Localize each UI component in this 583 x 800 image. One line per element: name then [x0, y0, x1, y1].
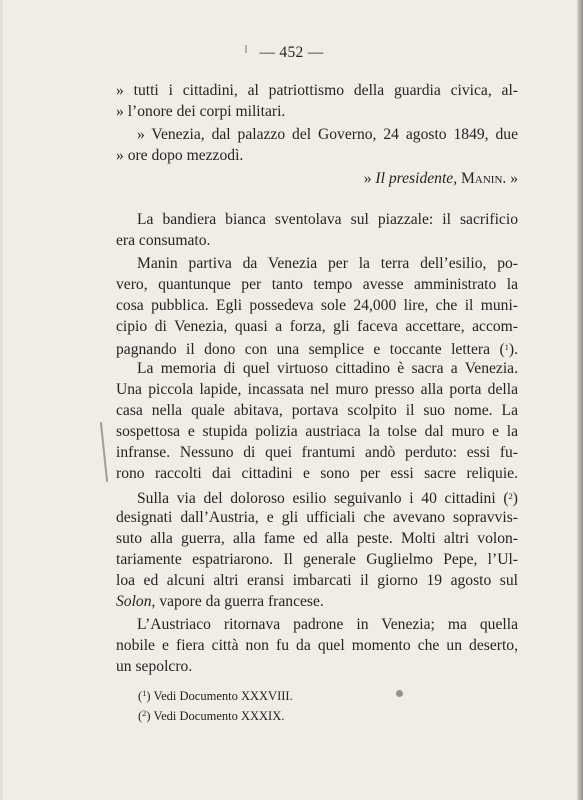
paragraph-line: La memoria di quel virtuoso cittadino è sacra a Venezia.: [137, 360, 518, 377]
paragraph-line: vero, quantunque per tanto tempo avesse amministrato la: [116, 276, 518, 293]
ship-name: Solon: [116, 593, 152, 610]
paragraph-line: sospettosa e stupida polizia austriaca la tolse dal muro e la: [116, 423, 518, 440]
paragraph-line: designati dall’Austria, e gli ufficiali che avevano sopravvis-: [116, 509, 518, 526]
paragraph-line: cipio di Venezia, quasi a forza, gli faceva accettare, accom-: [116, 318, 518, 335]
paragraph-text: , vapore da guerra francese.: [151, 593, 324, 610]
signature-open: »: [363, 170, 376, 187]
paragraph-text: pagnando il dono con una semplice e toccante lettera (: [116, 341, 505, 358]
page-left-edge: [0, 0, 3, 800]
paragraph-line: loa ed alcuni altri eransi imbarcati il giorno 19 agosto sul: [116, 572, 518, 589]
paragraph-line: nobile e fiera città non fu da quel momento che un deserto,: [116, 637, 518, 654]
footnote-text: Vedi Documento XXXVIII.: [150, 689, 293, 703]
paragraph-line: tariamente espatriarono. Il generale Guglielmo Pepe, l’Ul-: [116, 551, 518, 568]
paragraph-line: Una piccola lapide, incassata nel muro presso alla porta della: [116, 381, 518, 398]
footnote-ref: 2: [508, 491, 513, 501]
paragraph-line: L’Austriaco ritornava padrone in Venezia; ma quella: [137, 616, 518, 633]
paragraph-text: Sulla via del doloroso esilio seguivanlo i 40 cittadini (: [137, 490, 509, 507]
paragraph-line: suto alla guerra, alla fame ed alla peste. Molti altri volon-: [116, 530, 518, 547]
margin-pencil-mark: [100, 422, 108, 482]
signature-name: Manin.: [461, 170, 507, 187]
footnote-number: 1: [142, 688, 147, 698]
footnote-number: 2: [142, 708, 147, 718]
paragraph-line: Manin partiva da Venezia per la terra dell’esilio, po-: [137, 255, 518, 272]
proclamation-date-line: » ore dopo mezzodì.: [116, 147, 244, 164]
footnote-text: Vedi Documento XXXIX.: [150, 709, 285, 723]
paragraph-text: ).: [508, 341, 518, 358]
paragraph-line: rono raccolti dai cittadini e sono per essi sacre reliquie.: [116, 465, 518, 482]
paragraph-line: cosa pubblica. Egli possedeva sole 24,000 lire, che il muni-: [116, 297, 518, 314]
paragraph-line: casa nella quale abitava, portava scolpito il suo nome. La: [116, 402, 518, 419]
footnote: ($^2$) Vedi Documento XXXIX.: [138, 708, 285, 723]
paragraph-line: un sepolcro.: [116, 658, 193, 675]
ink-blot: [396, 690, 403, 697]
paragraph-line: era consumato.: [116, 232, 211, 249]
proclamation-date-line: » Venezia, dal palazzo del Governo, 24 agosto 1849, due: [137, 126, 518, 143]
footnote-ref: 1: [504, 342, 509, 352]
paragraph-line: [116, 591, 518, 612]
page-gutter-shadow: [577, 0, 583, 800]
paragraph-line: La bandiera bianca sventolava sul piazzale: il sacrificio: [137, 211, 518, 228]
page-number: — 452 —: [259, 44, 324, 61]
paragraph-text: ): [512, 490, 518, 507]
paragraph-line: [116, 337, 518, 360]
paragraph-line: [137, 486, 518, 509]
footnote: ($^1$) Vedi Documento XXXVIII.: [138, 688, 293, 703]
signature-role: Il presidente,: [375, 170, 458, 187]
paragraph-line: infranse. Nessuno di quei frantumi andò perduto: essi fu-: [116, 444, 518, 461]
signature-close: »: [506, 170, 518, 187]
proclamation-line: » tutti i cittadini, al patriottismo della guardia civica, al-: [116, 82, 518, 99]
proclamation-line: » l’onore dei corpi militari.: [116, 103, 286, 120]
proclamation-signature: [116, 168, 518, 189]
